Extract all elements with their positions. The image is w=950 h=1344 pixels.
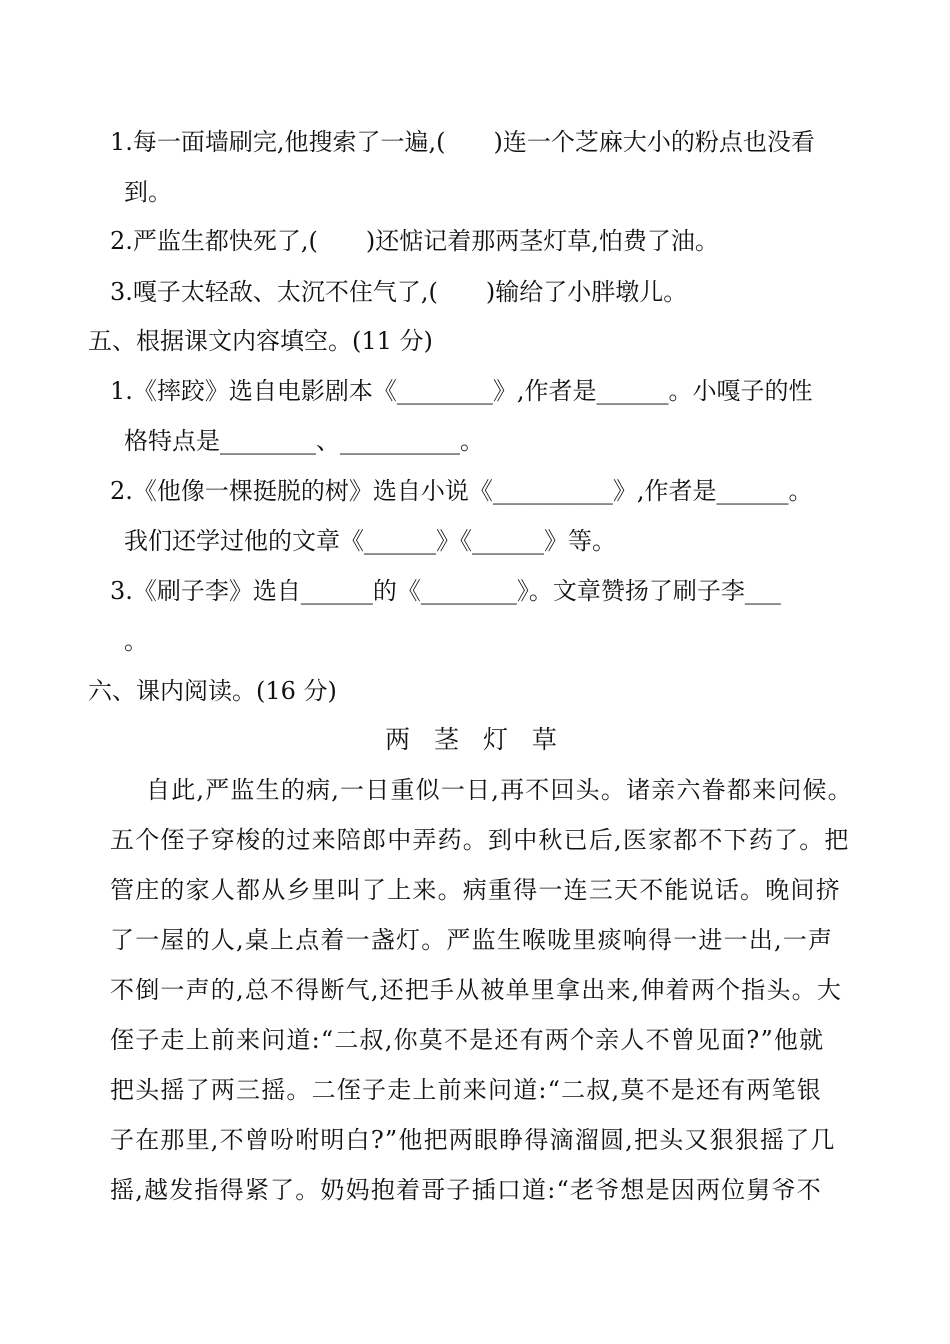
s4-item-1-cont: 到。 bbox=[124, 178, 172, 206]
passage-line-1: 自此,严监生的病,一日重似一日,再不回头。诸亲六眷都来问候。 bbox=[146, 776, 853, 804]
s5-item-3-cont: 。 bbox=[124, 627, 148, 655]
s5-item-1: 1.《摔跤》选自电影剧本《________》,作者是______。小嘎子的性 bbox=[110, 377, 813, 405]
s4-item-1: 1.每一面墙刷完,他搜索了一遍,( )连一个芝麻大小的粉点也没看 bbox=[110, 128, 815, 156]
passage-line-6: 侄子走上前来问道:“二叔,你莫不是还有两个亲人不曾见面?”他就 bbox=[110, 1026, 825, 1054]
passage-line-3: 管庄的家人都从乡里叫了上来。病重得一连三天不能说话。晚间挤 bbox=[110, 876, 841, 904]
passage-line-7: 把头摇了两三摇。二侄子走上前来问道:“二叔,莫不是还有两笔银 bbox=[110, 1076, 822, 1104]
s4-item-2: 2.严监生都快死了,( )还惦记着那两茎灯草,怕费了油。 bbox=[110, 227, 719, 255]
section-6-heading: 六、课内阅读。(16 分) bbox=[88, 677, 337, 705]
passage-line-8: 子在那里,不曾吩咐明白?”他把两眼睁得滴溜圆,把头又狠狠摇了几 bbox=[110, 1126, 836, 1154]
passage-line-5: 不倒一声的,总不得断气,还把手从被单里拿出来,伸着两个指头。大 bbox=[110, 976, 843, 1004]
s4-item-3: 3.嘎子太轻敌、太沉不住气了,( )输给了小胖墩儿。 bbox=[110, 278, 688, 306]
passage-title: 两 茎 灯 草 bbox=[385, 725, 565, 754]
passage-line-4: 了一屋的人,桌上点着一盏灯。严监生喉咙里痰响得一进一出,一声 bbox=[110, 926, 834, 954]
s5-item-3: 3.《刷子李》选自______的《________》。文章赞扬了刷子李___ bbox=[110, 577, 781, 605]
s5-item-2: 2.《他像一棵挺脱的树》选自小说《__________》,作者是______。 bbox=[110, 477, 813, 505]
passage-line-9: 摇,越发指得紧了。奶妈抱着哥子插口道:“老爷想是因两位舅爷不 bbox=[110, 1176, 822, 1204]
s5-item-2-cont: 我们还学过他的文章《______》《______》等。 bbox=[124, 527, 616, 555]
section-5-heading: 五、根据课文内容填空。(11 分) bbox=[88, 327, 433, 355]
passage-line-2: 五个侄子穿梭的过来陪郎中弄药。到中秋已后,医家都不下药了。把 bbox=[110, 826, 850, 854]
s5-item-1-cont: 格特点是________、__________。 bbox=[124, 427, 484, 455]
